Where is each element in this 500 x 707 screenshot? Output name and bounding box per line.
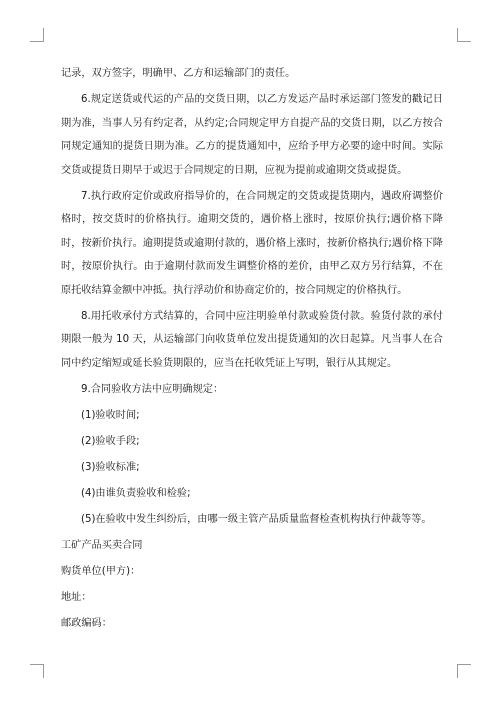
paragraph-clause-8: 8.用托收承付方式结算的，合同中应注明验单付款或验货付款。验货付款的承付期限一般为 10 天，从运输部门向收货单位发出提货通知的次日起算。凡当事人在合同中约定缩短或延长验货期限的，应当在托收凭证上写明，银行从其规定。: [61, 310, 443, 369]
paragraph-clause-6: 6.规定送货或代运的产品的交货日期，以乙方发运产品时承运部门签发的戳记日期为准，当事人另有约定者，从约定;合同规定甲方自提产品的交货日期，以乙方按合同规定通知的提货日期为准。乙方的提货通知中，应给予甲方必要的途中时间。实际交货或提货日期早于或迟于合同规定的日期，应视为提前或逾期交货或提货。: [61, 94, 443, 176]
crop-mark-bottom-right: [457, 664, 471, 678]
list-item-acceptance-standard: (3)验收标准;: [81, 461, 140, 473]
list-item-acceptance-means: (2)验收手段;: [81, 435, 140, 447]
contract-title: 工矿产品买卖合同: [61, 539, 143, 551]
crop-mark-bottom-left: [30, 664, 44, 678]
document-body: [61, 62, 443, 635]
crop-mark-top-right: [457, 28, 471, 42]
list-item-dispute-arbitration: (5)在验收中发生纠纷后，由哪一级主管产品质量监督检查机构执行仲裁等等。: [81, 513, 432, 525]
list-item-responsible-party: (4)由谁负责验收和检验;: [81, 487, 191, 499]
paragraph-clause-9: 9.合同验收方法中应明确规定：: [81, 383, 224, 395]
field-label-buyer: 购货单位(甲方)：: [61, 565, 141, 577]
crop-mark-top-left: [30, 28, 44, 42]
paragraph-liability: 记录，双方签字，明确甲、乙方和运输部门的责任。: [61, 68, 296, 79]
field-label-address: 地址：: [61, 591, 92, 603]
field-label-postal-code: 邮政编码：: [61, 617, 112, 629]
list-item-acceptance-time: (1)验收时间;: [81, 409, 140, 421]
paragraph-clause-7: 7.执行政府定价或政府指导价的，在合同规定的交货或提货期内，遇政府调整价格时，按交货时的价格执行。逾期交货的，遇价格上涨时，按原价执行;遇价格下降时，按新价执行。逾期提货或逾期付款的，遇价格上涨时，按新价格执行;遇价格下降时，按原价执行。由于逾期付款而发生调整价格的差价，由甲乙双方另行结算，不在原托收结算金额中冲抵。执行浮动价和协商定价的，按合同规定的价格执行。: [61, 190, 443, 296]
